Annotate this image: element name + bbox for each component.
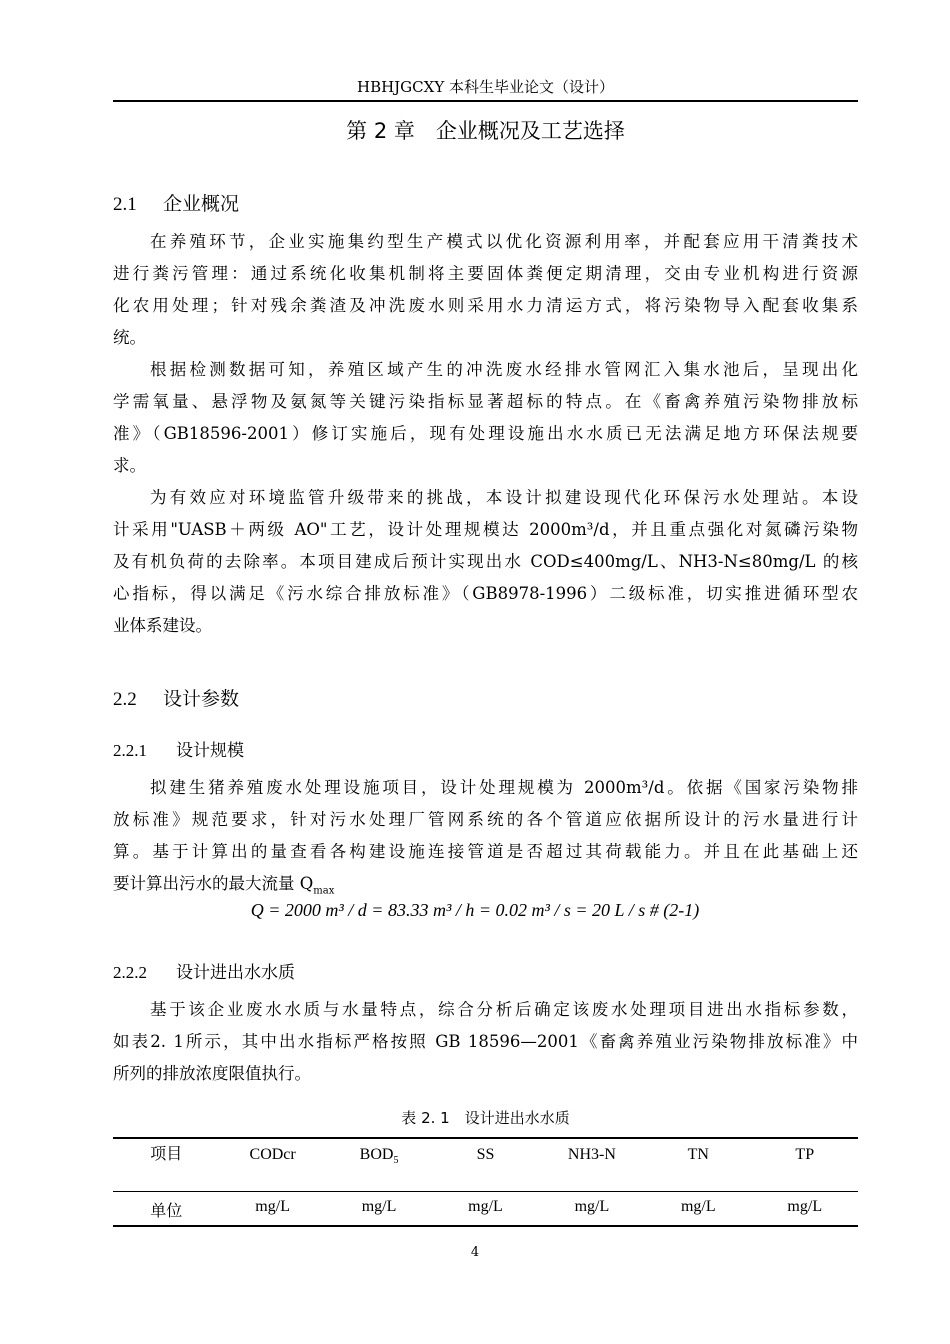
header-cell: TP bbox=[752, 1138, 858, 1192]
section-heading-2-2 bbox=[113, 684, 239, 711]
paragraph-line: 在养殖环节，企业实施集约型生产模式以优化资源利用率，并配套应用干清粪技术 bbox=[150, 232, 858, 251]
paragraph-line: 心指标，得以满足《污水综合排放标准》（GB8978-1996）二级标准，切实推进循环型农 bbox=[113, 584, 858, 603]
section-heading-2-2-2 bbox=[113, 958, 295, 983]
paragraph-line: 如表2. 1所示，其中出水指标严格按照 GB 18596—2001《畜禽养殖业污染物排放标准》中 bbox=[113, 1032, 858, 1051]
paragraph-line: 统。 bbox=[113, 328, 146, 347]
header-rule bbox=[113, 100, 858, 102]
header-cell: SS bbox=[432, 1138, 538, 1192]
section-heading-2-1 bbox=[113, 189, 239, 216]
header-text: BOD bbox=[359, 1146, 394, 1163]
section-title: 设计规模 bbox=[176, 741, 244, 761]
table-cell: 单位 bbox=[113, 1192, 219, 1227]
paragraph-2 bbox=[113, 354, 858, 482]
paragraph-line: 学需氧量、悬浮物及氨氮等关键污染指标显著超标的特点。在《畜禽养殖污染物排放标 bbox=[113, 392, 858, 411]
table-cell: mg/L bbox=[432, 1192, 538, 1227]
water-quality-table bbox=[113, 1137, 858, 1227]
section-heading-2-2-1 bbox=[113, 736, 244, 761]
section-title: 设计参数 bbox=[163, 688, 240, 710]
section-title: 设计进出水水质 bbox=[176, 963, 295, 983]
table-cell: mg/L bbox=[219, 1192, 325, 1227]
paragraph-line: 计采用"UASB＋两级 AO"工艺，设计处理规模达 2000m³/d，并且重点强化对氮磷污染物 bbox=[113, 520, 858, 539]
table-cell: mg/L bbox=[326, 1192, 432, 1227]
subscript: 5 bbox=[393, 1155, 399, 1167]
table-row bbox=[113, 1192, 858, 1227]
table-cell: mg/L bbox=[752, 1192, 858, 1227]
paragraph-line: 进行粪污管理：通过系统化收集机制将主要固体粪便定期清理，交由专业机构进行资源 bbox=[113, 264, 858, 283]
header-cell bbox=[326, 1138, 432, 1192]
paragraph-line: 放标准》规范要求，针对污水处理厂管网系统的各个管道应依据所设计的污水量进行计 bbox=[113, 810, 858, 829]
paragraph-line: 求。 bbox=[113, 456, 146, 475]
paragraph-line: 为有效应对环境监管升级带来的挑战，本设计拟建设现代化环保污水处理站。本设 bbox=[150, 488, 858, 507]
table-cell: mg/L bbox=[645, 1192, 751, 1227]
section-number: 2.2 bbox=[113, 689, 137, 710]
page-number: 4 bbox=[470, 1245, 480, 1260]
paragraph-line: 及有机负荷的去除率。本项目建成后预计实现出水 COD≤400mg/L、NH3-N≤80mg/L 的核 bbox=[113, 552, 858, 571]
paragraph-line bbox=[113, 868, 858, 900]
paragraph-5 bbox=[113, 994, 858, 1090]
header-cell: CODcr bbox=[219, 1138, 325, 1192]
section-number: 2.2.2 bbox=[113, 963, 147, 982]
paragraph-line: 化农用处理；针对残余粪渣及冲洗废水则采用水力清运方式，将污染物导入配套收集系 bbox=[113, 296, 858, 315]
paragraph-line: 拟建生猪养殖废水处理设施项目，设计处理规模为 2000m³/d。依据《国家污染物排 bbox=[150, 778, 858, 797]
paragraph-line: 基于该企业废水水质与水量特点，综合分析后确定该废水处理项目进出水指标参数， bbox=[150, 1000, 858, 1019]
paragraph-line: 根据检测数据可知，养殖区域产生的冲洗废水经排水管网汇入集水池后，呈现出化 bbox=[150, 360, 858, 379]
equation-2-1: Q = 2000 m³ / d = 83.33 m³ / h = 0.02 m³ / s = 20 L / s # (2-1) bbox=[250, 900, 700, 920]
section-number: 2.1 bbox=[113, 194, 137, 215]
chapter-title: 第 2 章 企业概况及工艺选择 bbox=[346, 119, 625, 143]
paragraph-line: 所列的排放浓度限值执行。 bbox=[113, 1064, 311, 1083]
paragraph-4 bbox=[113, 772, 858, 900]
paragraph-3 bbox=[113, 482, 858, 642]
header-cell: TN bbox=[645, 1138, 751, 1192]
running-header: HBHJGCXY 本科生毕业论文（设计） bbox=[356, 78, 614, 96]
header-cell: NH3-N bbox=[539, 1138, 645, 1192]
paragraph-line: 业体系建设。 bbox=[113, 616, 212, 635]
table-caption: 表 2. 1 设计进出水水质 bbox=[401, 1109, 570, 1127]
paragraph-line: 算。基于计算出的量查看各构建设施连接管道是否超过其荷载能力。并且在此基础上还 bbox=[113, 842, 858, 861]
paragraph-line: 准》（GB18596-2001）修订实施后，现有处理设施出水水质已无法满足地方环保法规要 bbox=[113, 424, 858, 443]
paragraph-1 bbox=[113, 226, 858, 354]
section-title: 企业概况 bbox=[163, 193, 240, 215]
table-header-row bbox=[113, 1138, 858, 1192]
header-cell: 项目 bbox=[113, 1138, 219, 1192]
table-cell: mg/L bbox=[539, 1192, 645, 1227]
subscript: max bbox=[313, 885, 335, 897]
line-text: 要计算出污水的最大流量 Q bbox=[113, 874, 314, 893]
section-number: 2.2.1 bbox=[113, 741, 147, 760]
